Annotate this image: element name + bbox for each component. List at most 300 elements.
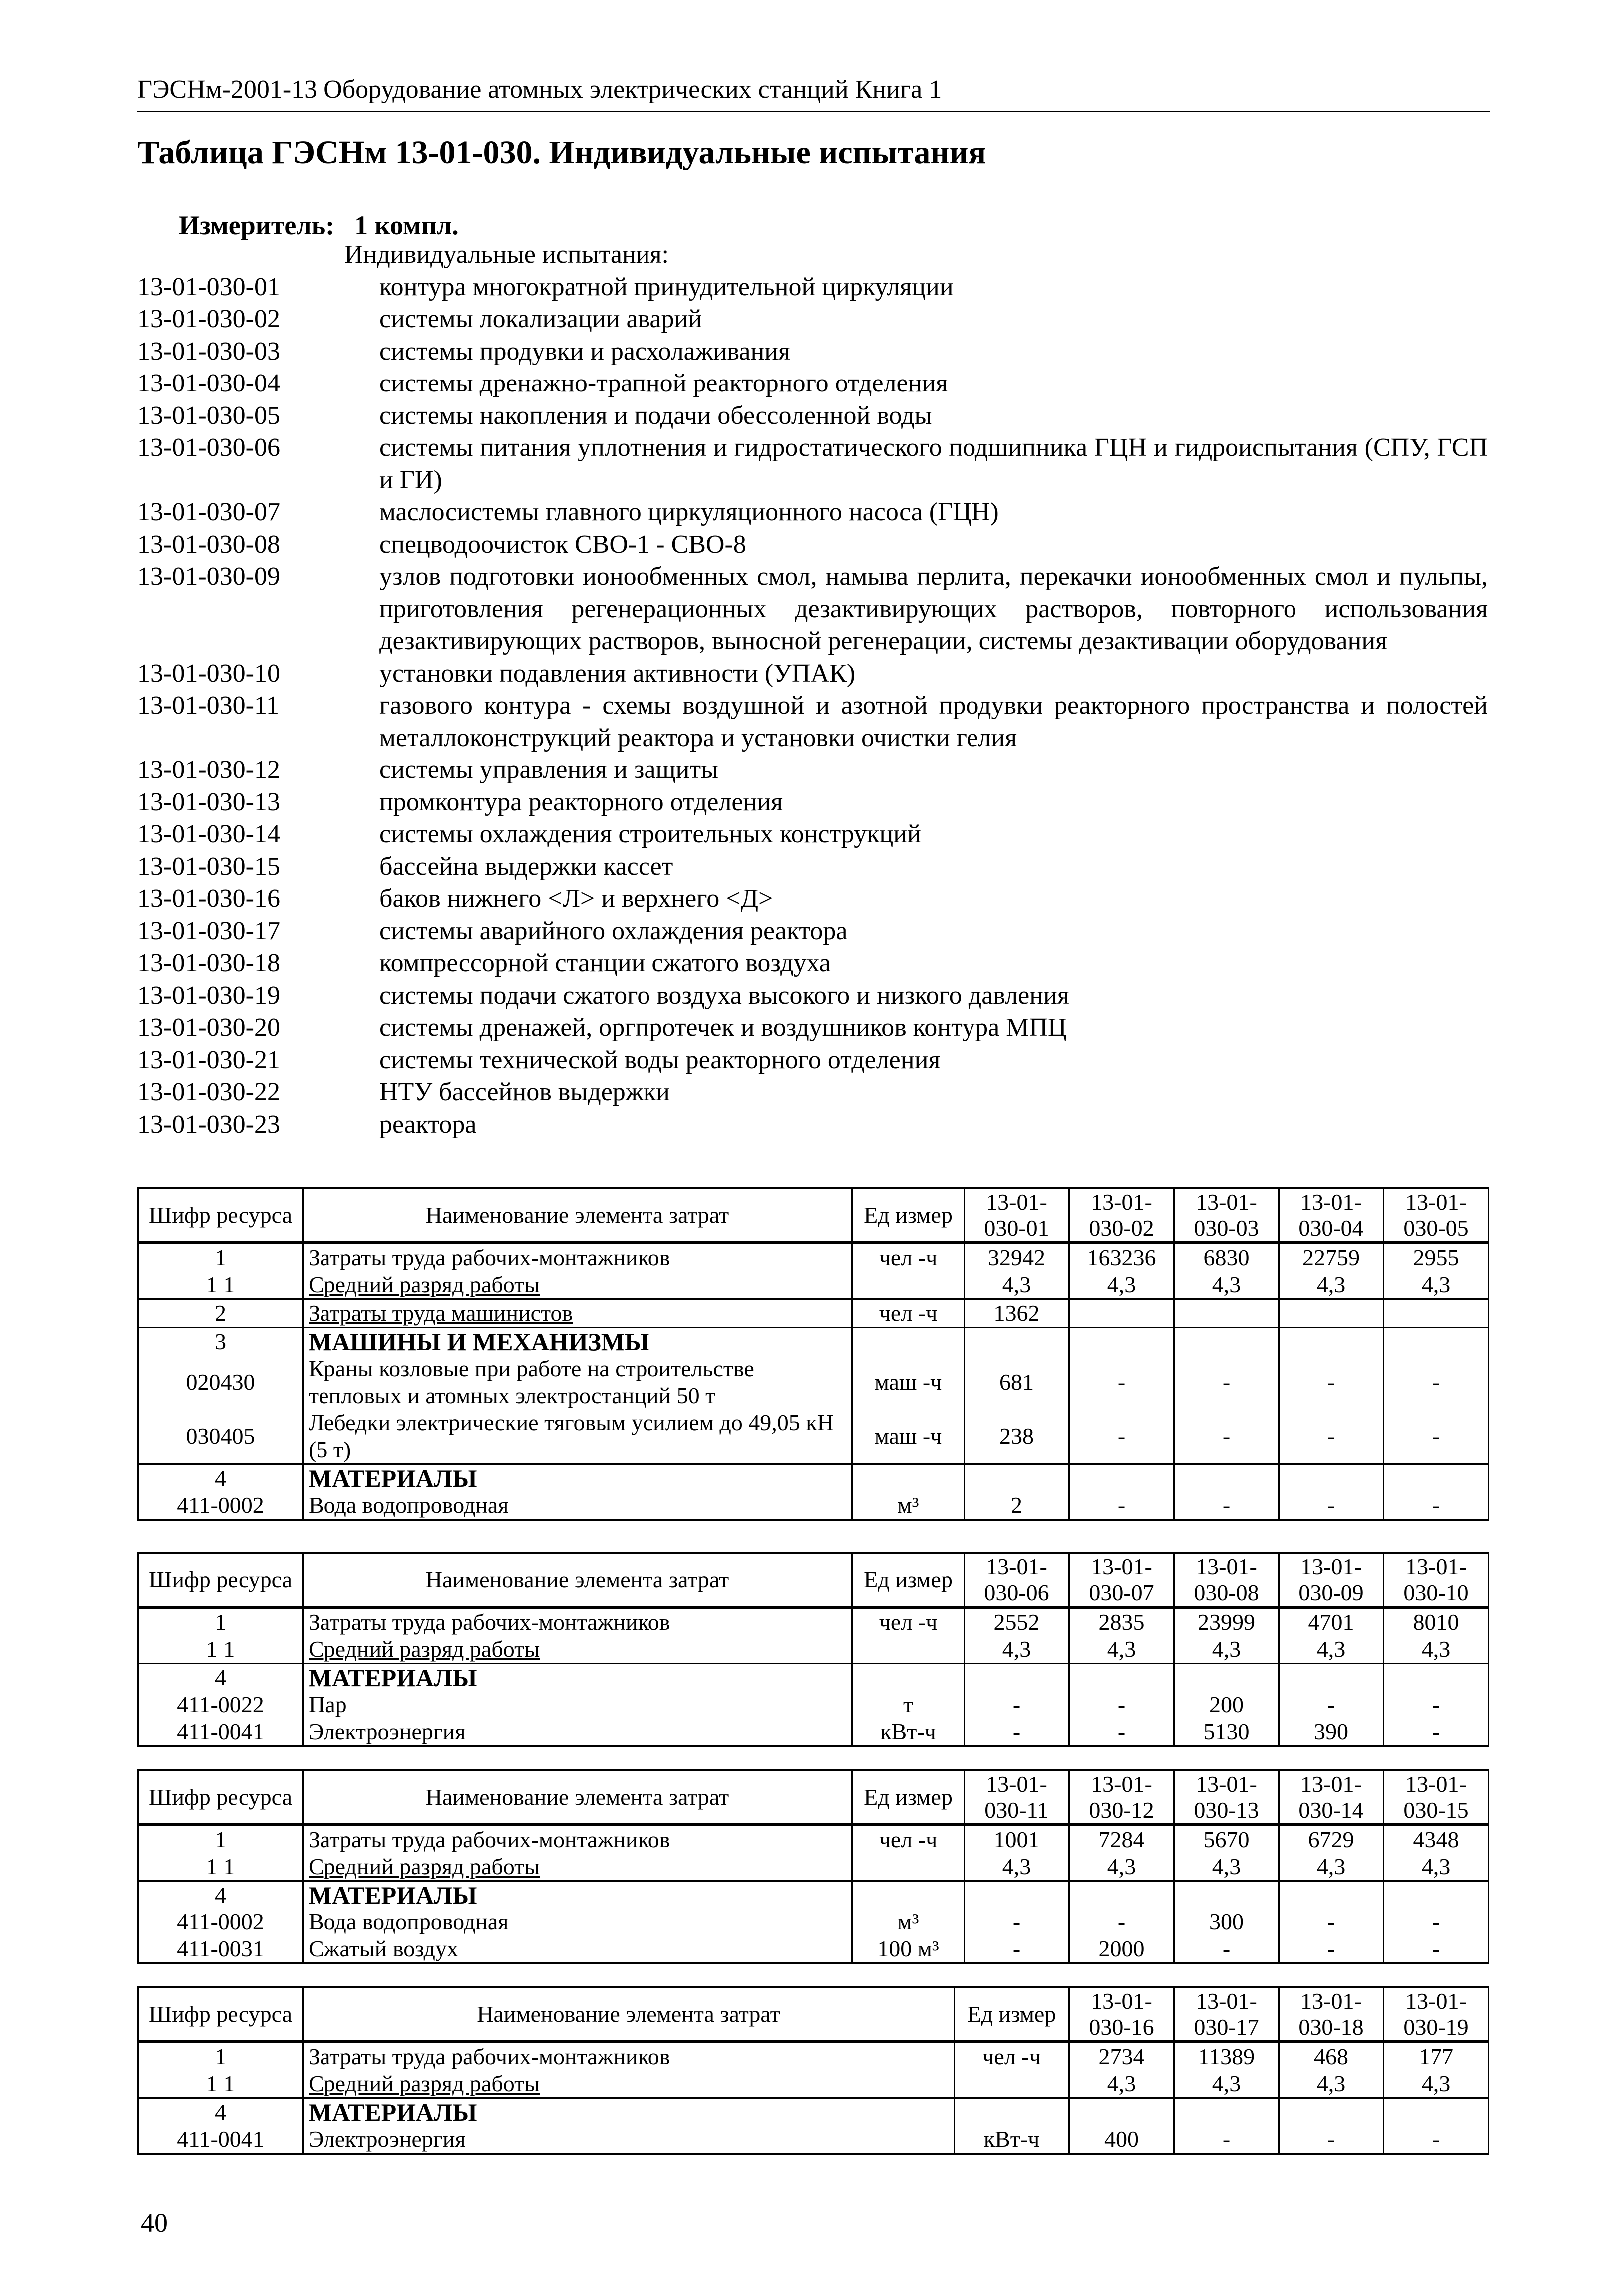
row-value: 2835 bbox=[1069, 1607, 1174, 1636]
norm-code-part2: 030-12 bbox=[1089, 1797, 1154, 1823]
item-text: реактора bbox=[379, 1110, 477, 1139]
row-value bbox=[1069, 1328, 1174, 1356]
item-code: 13-01-030-14 bbox=[137, 820, 280, 848]
row-name: Затраты труда рабочих-монтажников bbox=[303, 1825, 852, 1853]
row-code: 4 bbox=[138, 1881, 303, 1909]
table-row bbox=[138, 2070, 1489, 2098]
norm-code-part2: 030-01 bbox=[984, 1215, 1049, 1241]
row-code: 1 1 bbox=[138, 1853, 303, 1881]
norm-code-part2: 030-07 bbox=[1089, 1580, 1154, 1605]
norm-code-part2: 030-03 bbox=[1194, 1215, 1259, 1241]
row-value: - bbox=[965, 1718, 1069, 1746]
list-item bbox=[137, 947, 1490, 980]
row-code: 030405 bbox=[138, 1409, 303, 1464]
item-text: бассейна выдержки кассет bbox=[379, 852, 673, 881]
item-code: 13-01-030-19 bbox=[137, 981, 280, 1010]
row-code: 1 1 bbox=[138, 2070, 303, 2098]
table-row bbox=[138, 1355, 1489, 1409]
row-value: 4,3 bbox=[1384, 1853, 1489, 1881]
row-value: 22759 bbox=[1279, 1243, 1384, 1271]
row-value bbox=[1069, 1299, 1174, 1328]
item-text: системы дренажей, оргпротечек и воздушников контура МПЦ bbox=[379, 1013, 1067, 1042]
item-code: 13-01-030-20 bbox=[137, 1013, 280, 1042]
col-header-norm bbox=[1174, 1553, 1279, 1607]
table-row bbox=[138, 1464, 1489, 1492]
row-value: - bbox=[1069, 1355, 1174, 1409]
row-unit: м³ bbox=[852, 1909, 965, 1935]
row-name: МАТЕРИАЛЫ bbox=[303, 2098, 955, 2126]
col-header-unit: Ед измер bbox=[852, 1770, 965, 1825]
row-value: - bbox=[1279, 1355, 1384, 1409]
row-code: 4 bbox=[138, 1464, 303, 1492]
row-value: - bbox=[1279, 1492, 1384, 1520]
col-header-norm bbox=[965, 1770, 1069, 1825]
row-code: 411-0041 bbox=[138, 2126, 303, 2154]
row-value bbox=[1174, 2098, 1279, 2126]
row-code: 411-0041 bbox=[138, 1718, 303, 1746]
col-header-name: Наименование элемента затрат bbox=[303, 1188, 852, 1243]
list-item bbox=[137, 883, 1490, 915]
item-text: газового контура - схемы воздушной и азотной продувки реакторного пространства и полостей металлоконструкций реактора и установки очистки гелия bbox=[379, 691, 1488, 752]
col-header-norm bbox=[1384, 1553, 1489, 1607]
table-row bbox=[138, 1853, 1489, 1881]
norm-code-part1: 13-01- bbox=[1091, 1771, 1152, 1797]
row-value: - bbox=[1174, 1492, 1279, 1520]
col-header-norm bbox=[1384, 1770, 1489, 1825]
norm-code-part2: 030-05 bbox=[1403, 1215, 1469, 1241]
norm-code-part1: 13-01- bbox=[986, 1771, 1047, 1797]
row-value: 1362 bbox=[965, 1299, 1069, 1328]
row-unit: маш -ч bbox=[852, 1409, 965, 1464]
measure bbox=[179, 210, 459, 241]
item-text: маслосистемы главного циркуляционного насоса (ГЦН) bbox=[379, 498, 999, 526]
item-code: 13-01-030-17 bbox=[137, 916, 280, 945]
list-item bbox=[137, 303, 1490, 336]
row-unit: кВт-ч bbox=[955, 2126, 1069, 2154]
row-value bbox=[1384, 1464, 1489, 1492]
row-value: - bbox=[1384, 1718, 1489, 1746]
row-value bbox=[1174, 1464, 1279, 1492]
norm-code-part1: 13-01- bbox=[1405, 1988, 1467, 2014]
row-unit: чел -ч bbox=[852, 1607, 965, 1636]
row-value: - bbox=[1384, 1935, 1489, 1963]
row-value: - bbox=[1174, 1935, 1279, 1963]
table-row bbox=[138, 1935, 1489, 1963]
row-code: 411-0002 bbox=[138, 1909, 303, 1935]
norm-code-part2: 030-02 bbox=[1089, 1215, 1154, 1241]
item-code: 13-01-030-02 bbox=[137, 305, 280, 333]
row-value: 177 bbox=[1384, 2042, 1489, 2070]
list-item bbox=[137, 400, 1490, 432]
item-code: 13-01-030-09 bbox=[137, 562, 280, 591]
table-row bbox=[138, 1409, 1489, 1464]
col-header-norm bbox=[1279, 1770, 1384, 1825]
row-unit bbox=[852, 1464, 965, 1492]
list-item bbox=[137, 368, 1490, 400]
norm-code-part2: 030-10 bbox=[1403, 1580, 1469, 1605]
item-code: 13-01-030-05 bbox=[137, 401, 280, 430]
row-value bbox=[965, 1664, 1069, 1692]
item-code: 13-01-030-11 bbox=[137, 691, 280, 720]
item-text: контура многократной принудительной циркуляции bbox=[379, 272, 954, 301]
table-row bbox=[138, 1636, 1489, 1664]
page-number: 40 bbox=[141, 2208, 168, 2238]
row-value: - bbox=[1279, 2126, 1384, 2154]
work-items-list bbox=[137, 239, 1490, 1141]
table-row bbox=[138, 1825, 1489, 1853]
norm-code-part1: 13-01- bbox=[1196, 1988, 1257, 2014]
row-value: 4,3 bbox=[1384, 1636, 1489, 1664]
row-code: 411-0022 bbox=[138, 1691, 303, 1718]
col-header-norm bbox=[1174, 1987, 1279, 2042]
row-unit bbox=[852, 1853, 965, 1881]
row-value bbox=[1384, 1664, 1489, 1692]
row-value bbox=[1279, 1881, 1384, 1909]
row-code: 1 1 bbox=[138, 1271, 303, 1299]
row-code: 4 bbox=[138, 2098, 303, 2126]
col-header-code: Шифр ресурса bbox=[138, 1770, 303, 1825]
row-value: - bbox=[1174, 1355, 1279, 1409]
col-header-norm bbox=[1279, 1987, 1384, 2042]
table-row bbox=[138, 1664, 1489, 1692]
table-header-row bbox=[138, 1553, 1489, 1607]
row-name: Средний разряд работы bbox=[303, 1271, 852, 1299]
row-value: 7284 bbox=[1069, 1825, 1174, 1853]
row-value: 4,3 bbox=[1384, 2070, 1489, 2098]
row-code: 3 bbox=[138, 1328, 303, 1356]
item-text: узлов подготовки ионообменных смол, намыва перлита, перекачки ионообменных смол и пульпы, приготовления регенерационных дезактивирующих растворов, повторного использования дезактивирующих растворов, выносной регенерации, системы дезактивации оборудования bbox=[379, 562, 1488, 655]
row-name: Средний разряд работы bbox=[303, 2070, 955, 2098]
list-item bbox=[137, 786, 1490, 819]
item-text: баков нижнего <Л> и верхнего <Д> bbox=[379, 884, 773, 913]
norm-code-part2: 030-06 bbox=[984, 1580, 1049, 1605]
list-item bbox=[137, 851, 1490, 883]
row-code: 1 bbox=[138, 1607, 303, 1636]
row-unit: чел -ч bbox=[852, 1243, 965, 1271]
row-value bbox=[1279, 1664, 1384, 1692]
item-code: 13-01-030-13 bbox=[137, 787, 280, 816]
col-header-norm bbox=[1069, 1987, 1174, 2042]
item-code: 13-01-030-07 bbox=[137, 498, 280, 526]
norm-code-part2: 030-16 bbox=[1089, 2014, 1154, 2040]
norm-code-part2: 030-13 bbox=[1194, 1797, 1259, 1823]
norm-code-part1: 13-01- bbox=[1091, 1189, 1152, 1215]
row-value bbox=[1069, 2098, 1174, 2126]
norm-code-part2: 030-15 bbox=[1403, 1797, 1469, 1823]
col-header-code: Шифр ресурса bbox=[138, 1188, 303, 1243]
col-header-norm bbox=[1384, 1188, 1489, 1243]
row-unit: маш -ч bbox=[852, 1355, 965, 1409]
running-header: ГЭСНм-2001-13 Оборудование атомных электрических станций Книга 1 bbox=[137, 75, 942, 104]
row-value bbox=[1174, 1299, 1279, 1328]
list-item bbox=[137, 915, 1490, 948]
row-name: Сжатый воздух bbox=[303, 1935, 852, 1963]
norm-code-part1: 13-01- bbox=[986, 1189, 1047, 1215]
row-value: 4,3 bbox=[1069, 2070, 1174, 2098]
col-header-norm bbox=[1069, 1188, 1174, 1243]
row-value: 681 bbox=[965, 1355, 1069, 1409]
row-value: - bbox=[1279, 1691, 1384, 1718]
col-header-norm bbox=[1174, 1188, 1279, 1243]
list-item bbox=[137, 690, 1490, 754]
item-text: системы дренажно-трапной реакторного отделения bbox=[379, 369, 948, 397]
row-value: - bbox=[1069, 1909, 1174, 1935]
table-row bbox=[138, 2126, 1489, 2154]
row-name: Затраты труда рабочих-монтажников bbox=[303, 1607, 852, 1636]
row-name: МАТЕРИАЛЫ bbox=[303, 1664, 852, 1692]
norm-code-part2: 030-17 bbox=[1194, 2014, 1259, 2040]
item-text: установки подавления активности (УПАК) bbox=[379, 659, 856, 688]
row-unit bbox=[955, 2098, 1069, 2126]
row-value: 238 bbox=[965, 1409, 1069, 1464]
row-value: 5130 bbox=[1174, 1718, 1279, 1746]
list-item bbox=[137, 529, 1490, 561]
list-item bbox=[137, 561, 1490, 658]
row-value: - bbox=[1279, 1909, 1384, 1935]
col-header-norm bbox=[1279, 1188, 1384, 1243]
row-unit: чел -ч bbox=[955, 2042, 1069, 2070]
row-code: 1 1 bbox=[138, 1636, 303, 1664]
resource-table bbox=[137, 1769, 1489, 1964]
col-header-unit: Ед измер bbox=[852, 1553, 965, 1607]
norm-code-part1: 13-01- bbox=[1300, 1771, 1362, 1797]
item-code: 13-01-030-23 bbox=[137, 1110, 280, 1139]
row-value: 4,3 bbox=[1279, 2070, 1384, 2098]
col-header-norm bbox=[1174, 1770, 1279, 1825]
list-item bbox=[137, 1012, 1490, 1044]
row-value bbox=[1384, 1881, 1489, 1909]
measure-unit: 1 компл. bbox=[354, 210, 459, 240]
row-value: 2552 bbox=[965, 1607, 1069, 1636]
item-code: 13-01-030-08 bbox=[137, 530, 280, 559]
row-value bbox=[1174, 1664, 1279, 1692]
row-value bbox=[1384, 1299, 1489, 1328]
row-name: Средний разряд работы bbox=[303, 1636, 852, 1664]
row-value: 4,3 bbox=[1069, 1636, 1174, 1664]
item-text: спецводоочисток СВО-1 - СВО-8 bbox=[379, 530, 746, 559]
list-item bbox=[137, 1044, 1490, 1077]
row-name: Краны козловые при работе на строительстве тепловых и атомных электростанций 50 т bbox=[303, 1355, 852, 1409]
row-value bbox=[1384, 2098, 1489, 2126]
row-name: Затраты труда машинистов bbox=[303, 1299, 852, 1328]
table-row bbox=[138, 2042, 1489, 2070]
list-item bbox=[137, 980, 1490, 1012]
row-value bbox=[965, 1881, 1069, 1909]
table-row bbox=[138, 1243, 1489, 1271]
table-header-row bbox=[138, 1188, 1489, 1243]
table-row bbox=[138, 1607, 1489, 1636]
row-unit: чел -ч bbox=[852, 1825, 965, 1853]
row-value: 4348 bbox=[1384, 1825, 1489, 1853]
row-code: 1 bbox=[138, 2042, 303, 2070]
table-row bbox=[138, 1492, 1489, 1520]
list-item bbox=[137, 1076, 1490, 1109]
row-name: Электроэнергия bbox=[303, 1718, 852, 1746]
list-item bbox=[137, 496, 1490, 529]
item-text: системы технической воды реакторного отделения bbox=[379, 1045, 941, 1074]
item-text: системы управления и защиты bbox=[379, 756, 718, 784]
row-unit: м³ bbox=[852, 1492, 965, 1520]
row-value: 4,3 bbox=[1279, 1271, 1384, 1299]
row-value: 4,3 bbox=[1174, 1853, 1279, 1881]
row-value: - bbox=[1279, 1409, 1384, 1464]
row-name: МАТЕРИАЛЫ bbox=[303, 1464, 852, 1492]
row-value bbox=[1069, 1664, 1174, 1692]
row-value bbox=[1279, 1464, 1384, 1492]
col-header-name: Наименование элемента затрат bbox=[303, 1770, 852, 1825]
row-name: Средний разряд работы bbox=[303, 1853, 852, 1881]
norm-code-part2: 030-11 bbox=[984, 1797, 1049, 1823]
row-value: - bbox=[1384, 1409, 1489, 1464]
row-unit: 100 м³ bbox=[852, 1935, 965, 1963]
row-code: 4 bbox=[138, 1664, 303, 1692]
row-value: 2734 bbox=[1069, 2042, 1174, 2070]
row-value: 390 bbox=[1279, 1718, 1384, 1746]
table-row bbox=[138, 1271, 1489, 1299]
row-value bbox=[1384, 1328, 1489, 1356]
row-value: - bbox=[1384, 1492, 1489, 1520]
list-item bbox=[137, 1109, 1490, 1141]
norm-code-part2: 030-19 bbox=[1403, 2014, 1469, 2040]
row-value: - bbox=[965, 1935, 1069, 1963]
row-value: - bbox=[1384, 1691, 1489, 1718]
row-value: 4701 bbox=[1279, 1607, 1384, 1636]
row-value: 400 bbox=[1069, 2126, 1174, 2154]
item-code: 13-01-030-10 bbox=[137, 659, 280, 688]
norm-code-part2: 030-09 bbox=[1298, 1580, 1364, 1605]
norm-code-part1: 13-01- bbox=[1405, 1771, 1467, 1797]
row-value: 32942 bbox=[965, 1243, 1069, 1271]
col-header-unit: Ед измер bbox=[852, 1188, 965, 1243]
norm-code-part1: 13-01- bbox=[1405, 1554, 1467, 1579]
row-value: 163236 bbox=[1069, 1243, 1174, 1271]
table-header-row bbox=[138, 1770, 1489, 1825]
row-value bbox=[1279, 1299, 1384, 1328]
row-code: 020430 bbox=[138, 1355, 303, 1409]
row-value: 200 bbox=[1174, 1691, 1279, 1718]
header-rule bbox=[137, 111, 1490, 112]
list-item bbox=[137, 432, 1490, 496]
item-text: системы накопления и подачи обессоленной воды bbox=[379, 401, 932, 430]
row-value: 4,3 bbox=[965, 1271, 1069, 1299]
row-value: 4,3 bbox=[1279, 1853, 1384, 1881]
row-value: 6729 bbox=[1279, 1825, 1384, 1853]
row-value: 4,3 bbox=[1069, 1271, 1174, 1299]
list-item bbox=[137, 271, 1490, 304]
row-value: 4,3 bbox=[1174, 1271, 1279, 1299]
row-code: 2 bbox=[138, 1299, 303, 1328]
item-code: 13-01-030-16 bbox=[137, 884, 280, 913]
item-code: 13-01-030-18 bbox=[137, 949, 280, 977]
items-container bbox=[137, 271, 1490, 1141]
item-code: 13-01-030-22 bbox=[137, 1078, 280, 1106]
row-name: Затраты труда рабочих-монтажников bbox=[303, 2042, 955, 2070]
col-header-norm bbox=[1069, 1770, 1174, 1825]
item-text: системы локализации аварий bbox=[379, 305, 702, 333]
col-header-norm bbox=[965, 1553, 1069, 1607]
table-title: Таблица ГЭСНм 13-01-030. Индивидуальные испытания bbox=[137, 134, 986, 171]
row-code: 411-0002 bbox=[138, 1492, 303, 1520]
row-value: 4,3 bbox=[1384, 1271, 1489, 1299]
list-item bbox=[137, 336, 1490, 368]
row-value: - bbox=[965, 1691, 1069, 1718]
item-code: 13-01-030-04 bbox=[137, 369, 280, 397]
norm-code-part2: 030-08 bbox=[1194, 1580, 1259, 1605]
row-code: 1 bbox=[138, 1243, 303, 1271]
item-text: системы охлаждения строительных конструкций bbox=[379, 820, 921, 848]
norm-code-part1: 13-01- bbox=[1091, 1988, 1152, 2014]
measure-label: Измеритель: bbox=[179, 210, 335, 240]
list-item bbox=[137, 818, 1490, 851]
item-text: системы аварийного охлаждения реактора bbox=[379, 916, 848, 945]
col-header-norm bbox=[1069, 1553, 1174, 1607]
row-name: МАШИНЫ И МЕХАНИЗМЫ bbox=[303, 1328, 852, 1356]
table-header-row bbox=[138, 1987, 1489, 2042]
col-header-code: Шифр ресурса bbox=[138, 1553, 303, 1607]
item-code: 13-01-030-01 bbox=[137, 272, 280, 301]
row-value: 4,3 bbox=[1279, 1636, 1384, 1664]
col-header-unit: Ед измер bbox=[955, 1987, 1069, 2042]
row-value: - bbox=[965, 1909, 1069, 1935]
row-value: 468 bbox=[1279, 2042, 1384, 2070]
row-value: 4,3 bbox=[1174, 1636, 1279, 1664]
row-unit bbox=[852, 1328, 965, 1356]
row-name: Лебедки электрические тяговым усилием до 49,05 кН (5 т) bbox=[303, 1409, 852, 1464]
row-value: 4,3 bbox=[1174, 2070, 1279, 2098]
row-value: 2000 bbox=[1069, 1935, 1174, 1963]
table-row bbox=[138, 1691, 1489, 1718]
row-value: 4,3 bbox=[965, 1853, 1069, 1881]
row-name: Вода водопроводная bbox=[303, 1492, 852, 1520]
row-value: - bbox=[1069, 1718, 1174, 1746]
item-code: 13-01-030-12 bbox=[137, 756, 280, 784]
table-row bbox=[138, 1328, 1489, 1356]
row-value: - bbox=[1279, 1935, 1384, 1963]
item-code: 13-01-030-15 bbox=[137, 852, 280, 881]
row-value: 1001 bbox=[965, 1825, 1069, 1853]
item-text: НТУ бассейнов выдержки bbox=[379, 1078, 670, 1106]
row-unit: т bbox=[852, 1691, 965, 1718]
norm-code-part2: 030-04 bbox=[1298, 1215, 1364, 1241]
row-unit bbox=[852, 1271, 965, 1299]
row-name: Затраты труда рабочих-монтажников bbox=[303, 1243, 852, 1271]
resource-table bbox=[137, 1986, 1489, 2155]
row-value: 8010 bbox=[1384, 1607, 1489, 1636]
row-value bbox=[1069, 1464, 1174, 1492]
row-unit bbox=[852, 1881, 965, 1909]
item-code: 13-01-030-21 bbox=[137, 1045, 280, 1074]
list-item bbox=[137, 754, 1490, 786]
row-value: 4,3 bbox=[965, 1636, 1069, 1664]
row-value bbox=[965, 1328, 1069, 1356]
resource-table bbox=[137, 1552, 1489, 1747]
row-value: 5670 bbox=[1174, 1825, 1279, 1853]
row-code: 411-0031 bbox=[138, 1935, 303, 1963]
row-value bbox=[965, 1464, 1069, 1492]
row-value bbox=[1279, 1328, 1384, 1356]
row-value bbox=[1174, 1881, 1279, 1909]
row-value: 23999 bbox=[1174, 1607, 1279, 1636]
row-value: - bbox=[1069, 1691, 1174, 1718]
row-unit: чел -ч bbox=[852, 1299, 965, 1328]
row-value bbox=[1279, 2098, 1384, 2126]
col-header-norm bbox=[1384, 1987, 1489, 2042]
col-header-code: Шифр ресурса bbox=[138, 1987, 303, 2042]
norm-code-part1: 13-01- bbox=[1300, 1988, 1362, 2014]
list-item bbox=[137, 658, 1490, 690]
norm-code-part1: 13-01- bbox=[1196, 1554, 1257, 1579]
item-text: системы питания уплотнения и гидростатического подшипника ГЦН и гидроиспытания (СПУ, ГСП и ГИ) bbox=[379, 433, 1488, 494]
